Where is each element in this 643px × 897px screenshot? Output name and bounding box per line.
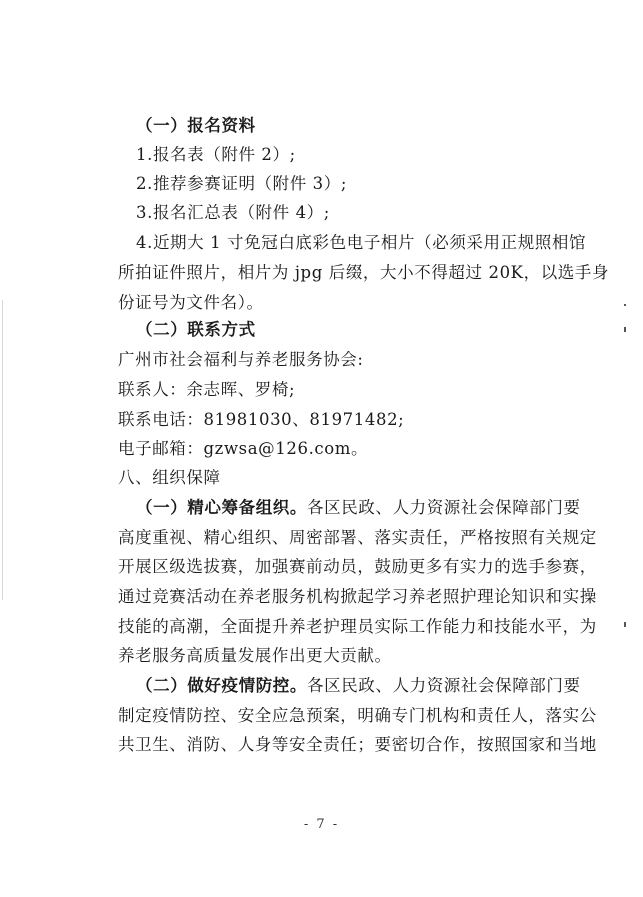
paragraph-2-first-line [136,676,581,696]
heading-registration-materials: （一）报名资料 [136,116,256,135]
paragraph-line: 通过竞赛活动在养老服务机构掀起学习养老照护理论知识和实操 [118,587,597,606]
list-item-4: 4.近期大 1 寸免冠白底彩色电子相片（必须采用正规照相馆 [136,233,587,252]
paragraph-2-lead: （二）做好疫情防控。 [136,676,307,695]
paragraph-line: 养老服务高质量发展作出更大贡献。 [118,646,392,665]
page-number: - 7 - [303,817,340,832]
paragraph-line: 高度重视、精心组织、周密部署、落实责任，严格按照有关规定 [118,528,597,547]
scan-edge-line [2,300,3,600]
contact-organization: 广州市社会福利与养老服务协会: [118,350,364,369]
list-item-4-continued: 份证号为文件名）。 [118,293,264,312]
paragraph-line: 制定疫情防控、安全应急预案，明确专门机构和责任人，落实公 [118,706,597,725]
paragraph-line: 技能的高潮，全面提升养老护理员实际工作能力和技能水平，为 [118,617,597,636]
contact-persons: 联系人：余志晖、罗椅; [118,380,296,399]
heading-section-eight: 八、组织保障 [118,468,221,487]
scan-speck [624,304,626,306]
paragraph-1-lead: （一）精心筹备组织。 [136,498,307,517]
paragraph-2-text: 各区民政、人力资源社会保障部门要 [307,676,581,695]
paragraph-line: 共卫生、消防、人身等安全责任；要密切合作，按照国家和当地 [118,735,597,754]
scan-speck [624,327,626,332]
paragraph-1-text: 各区民政、人力资源社会保障部门要 [307,498,581,517]
list-item-4-continued: 所拍证件照片，相片为 jpg 后缀，大小不得超过 20K，以选手身 [118,263,610,282]
contact-email: 电子邮箱：gzwsa@126.com。 [118,439,369,458]
contact-phone: 联系电话：81981030、81971482; [118,410,405,429]
paragraph-1-first-line [136,498,581,518]
list-item-2: 2.推荐参赛证明（附件 3）; [136,174,348,193]
list-item-1: 1.报名表（附件 2）; [136,145,296,164]
scan-speck [624,622,626,627]
list-item-3: 3.报名汇总表（附件 4）; [136,203,330,222]
heading-contact: （二）联系方式 [136,320,256,339]
paragraph-line: 开展区级选拔赛，加强赛前动员，鼓励更多有实力的选手参赛， [118,557,597,576]
